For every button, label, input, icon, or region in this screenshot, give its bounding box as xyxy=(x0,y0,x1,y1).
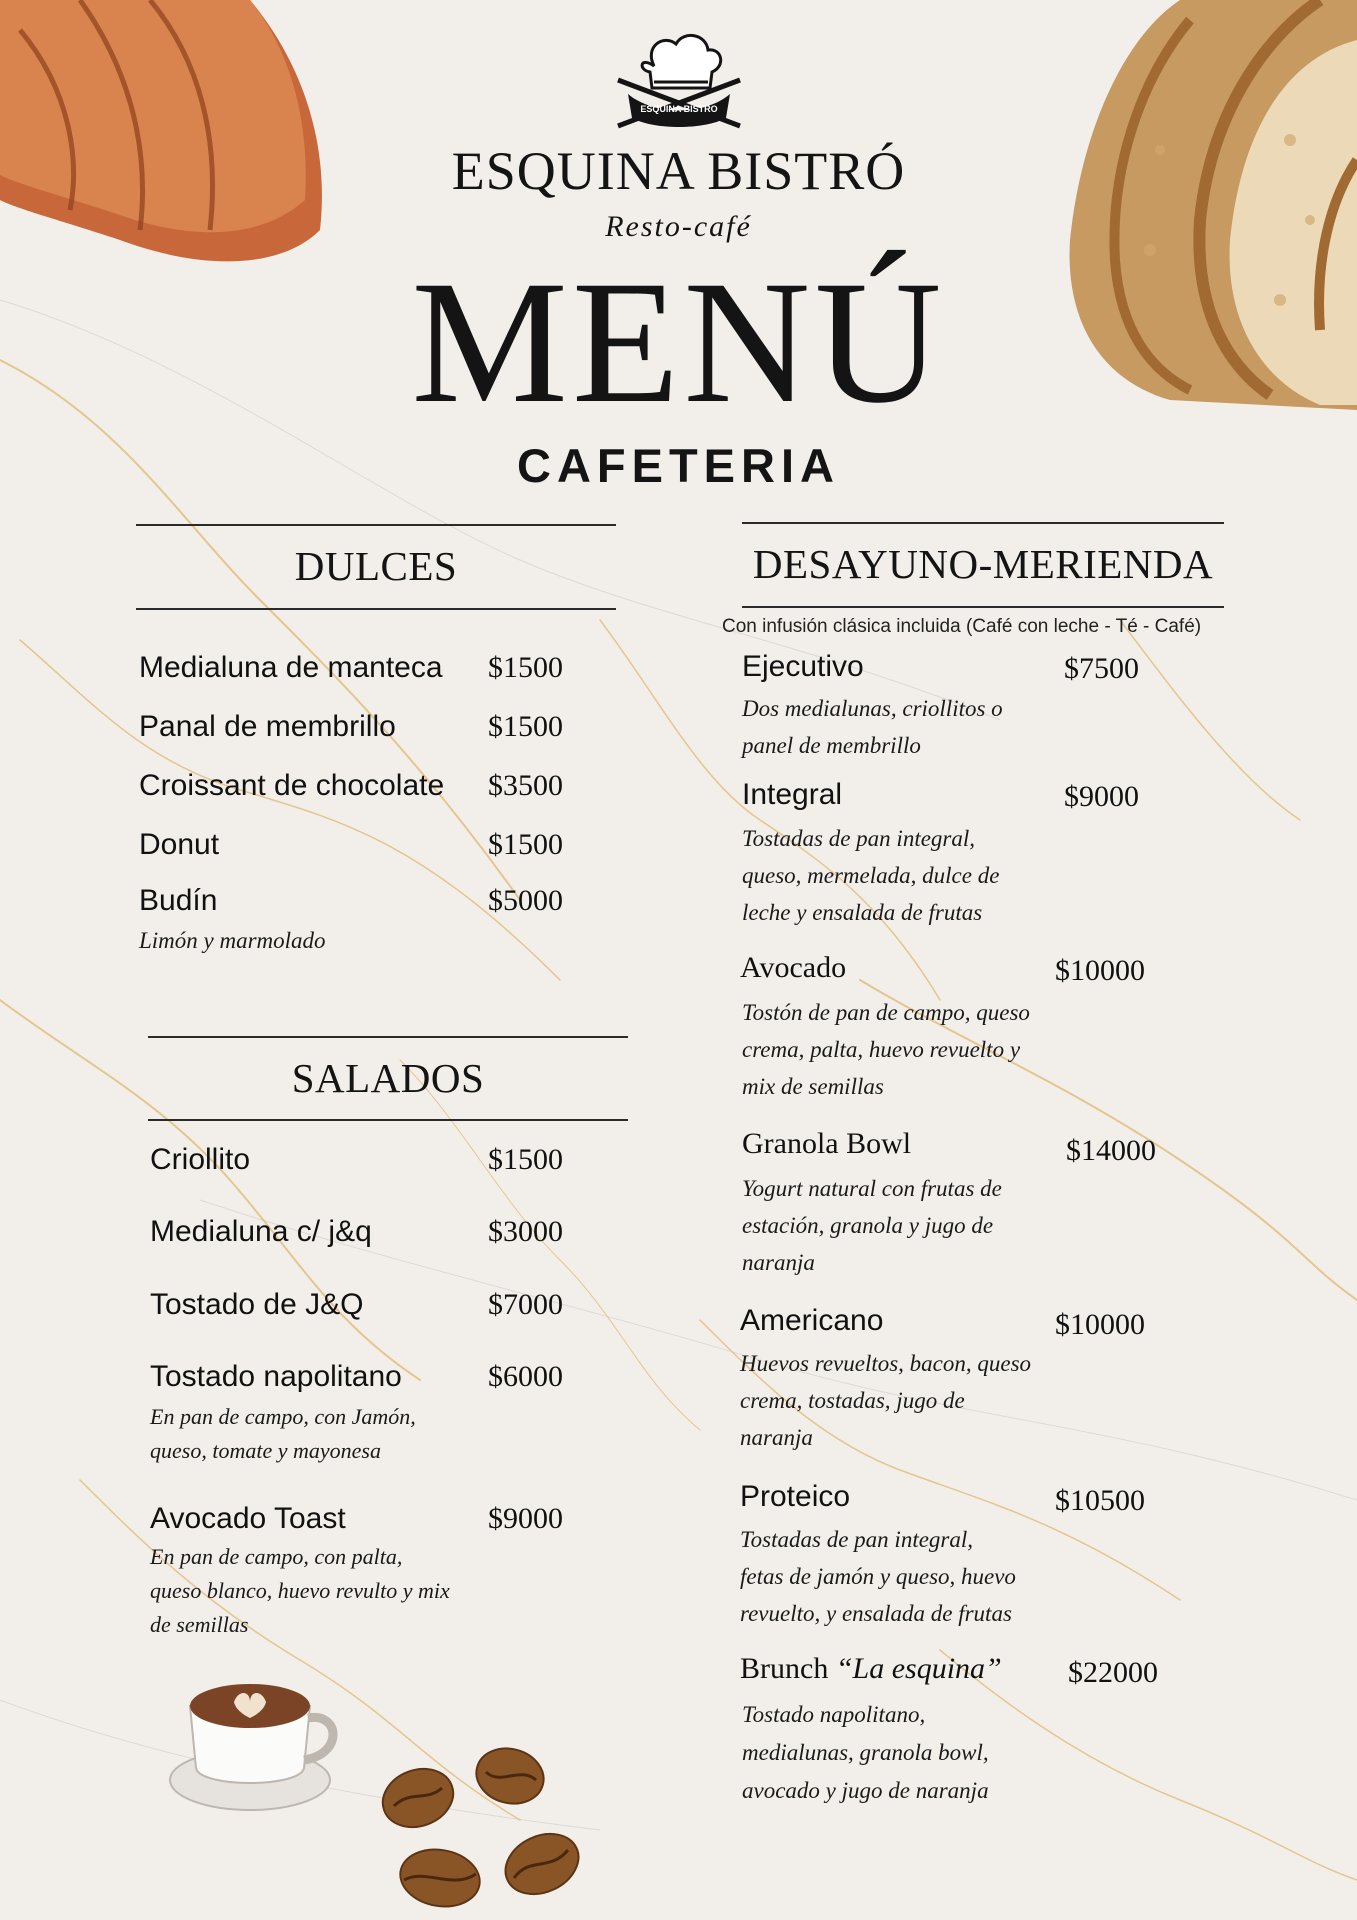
dulces-item-price: $1500 xyxy=(488,651,563,684)
desayuno-item-desc: fetas de jamón y queso, huevo xyxy=(740,1564,1016,1589)
chef-hat-logo-icon xyxy=(614,26,744,136)
desayuno-item-name: Americano xyxy=(740,1304,884,1337)
dulces-item-name: Croissant de chocolate xyxy=(139,769,445,802)
desayuno-rule-bottom xyxy=(742,606,1224,608)
salados-item-name: Medialuna c/ j&q xyxy=(150,1215,372,1248)
desayuno-item-desc: leche y ensalada de frutas xyxy=(742,900,983,925)
desayuno-item-price: $9000 xyxy=(1064,780,1139,813)
salados-item-desc: queso blanco, huevo revulto y mix xyxy=(150,1578,450,1603)
desayuno-item-price: $10000 xyxy=(1055,1308,1145,1341)
desayuno-item-price: $7500 xyxy=(1064,652,1139,685)
brunch-name-italic: “La esquina” xyxy=(835,1652,1002,1685)
desayuno-item-name: Ejecutivo xyxy=(742,650,864,683)
salados-item-price: $6000 xyxy=(488,1360,563,1393)
desayuno-item-desc: Dos medialunas, criollitos o xyxy=(742,696,1003,721)
dulces-item-price: $1500 xyxy=(488,828,563,861)
tagline: Resto-café xyxy=(605,210,752,243)
desayuno-item-desc: panel de membrillo xyxy=(742,733,921,758)
desayuno-item-price: $22000 xyxy=(1068,1656,1158,1689)
salados-item-desc: En pan de campo, con palta, xyxy=(150,1544,403,1569)
desayuno-item-desc: Yogurt natural con frutas de xyxy=(742,1176,1002,1201)
salados-item-price: $3000 xyxy=(488,1215,563,1248)
desayuno-item-desc: Tostón de pan de campo, queso xyxy=(742,1000,1030,1025)
dulces-item-desc: Limón y marmolado xyxy=(139,928,326,953)
desayuno-item-desc: avocado y jugo de naranja xyxy=(742,1778,989,1803)
desayuno-item-name: Integral xyxy=(742,778,843,811)
desayuno-item-name: Avocado xyxy=(740,951,847,984)
dulces-item-name: Budín xyxy=(139,884,218,917)
salados-rule-top xyxy=(148,1036,628,1038)
desayuno-note: Con infusión clásica incluida (Café con leche - Té - Café) xyxy=(722,616,1202,637)
brunch-name: Brunch xyxy=(740,1652,829,1685)
svg-text:ESQUINA BISTRO: ESQUINA BISTRO xyxy=(640,104,718,114)
menu-title: MENÚ xyxy=(411,245,946,440)
dulces-item-name: Panal de membrillo xyxy=(139,710,396,743)
desayuno-item-desc: naranja xyxy=(742,1250,815,1275)
salados-item-price: $7000 xyxy=(488,1288,563,1321)
salados-item-name: Tostado napolitano xyxy=(150,1360,402,1393)
desayuno-item-desc: crema, palta, huevo revuelto y xyxy=(742,1037,1021,1062)
salados-item-desc: de semillas xyxy=(150,1612,249,1637)
salados-item-desc: En pan de campo, con Jamón, xyxy=(150,1404,416,1429)
desayuno-item-desc: medialunas, granola bowl, xyxy=(742,1740,989,1765)
salados-item-name: Avocado Toast xyxy=(150,1502,346,1535)
dulces-item-name: Donut xyxy=(139,828,220,861)
desayuno-item-price: $14000 xyxy=(1066,1134,1156,1167)
coffee-beans-illustration xyxy=(370,1740,600,1920)
dulces-rule-bottom xyxy=(136,608,616,610)
desayuno-item-desc: Tostadas de pan integral, xyxy=(742,826,976,851)
desayuno-item-desc: Huevos revueltos, bacon, queso xyxy=(740,1351,1032,1376)
salados-item-desc: queso, tomate y mayonesa xyxy=(150,1438,381,1463)
desayuno-item-desc: Tostadas de pan integral, xyxy=(740,1527,974,1552)
desayuno-item-name xyxy=(740,1652,1002,1686)
salados-rule-bottom xyxy=(148,1119,628,1121)
dulces-item-name: Medialuna de manteca xyxy=(139,651,443,684)
dulces-rule-top xyxy=(136,524,616,526)
desayuno-item-price: $10000 xyxy=(1055,954,1145,987)
salados-item-name: Criollito xyxy=(150,1143,251,1176)
dulces-item-price: $3500 xyxy=(488,769,563,802)
desayuno-item-name: Granola Bowl xyxy=(742,1127,912,1160)
desayuno-title: DESAYUNO-MERIENDA xyxy=(752,541,1214,587)
dulces-item-price: $1500 xyxy=(488,710,563,743)
salados-title: SALADOS xyxy=(291,1055,485,1101)
desayuno-rule-top xyxy=(742,522,1224,524)
desayuno-item-name: Proteico xyxy=(740,1480,851,1513)
salados-item-price: $9000 xyxy=(488,1502,563,1535)
desayuno-item-desc: mix de semillas xyxy=(742,1074,884,1099)
desayuno-item-desc: naranja xyxy=(740,1425,813,1450)
menu-subtitle: CAFETERIA xyxy=(517,439,840,492)
dulces-title: DULCES xyxy=(294,543,458,589)
brand-name: ESQUINA BISTRÓ xyxy=(451,141,906,201)
coffee-cup-illustration xyxy=(168,1676,348,1816)
desayuno-item-price: $10500 xyxy=(1055,1484,1145,1517)
desayuno-item-desc: crema, tostadas, jugo de xyxy=(740,1388,965,1413)
desayuno-item-desc: estación, granola y jugo de xyxy=(742,1213,994,1238)
salados-item-name: Tostado de J&Q xyxy=(150,1288,364,1321)
dulces-item-price: $5000 xyxy=(488,884,563,917)
desayuno-item-desc: Tostado napolitano, xyxy=(742,1702,926,1727)
desayuno-item-desc: queso, mermelada, dulce de xyxy=(742,863,1000,888)
desayuno-item-desc: revuelto, y ensalada de frutas xyxy=(740,1601,1012,1626)
salados-item-price: $1500 xyxy=(488,1143,563,1176)
